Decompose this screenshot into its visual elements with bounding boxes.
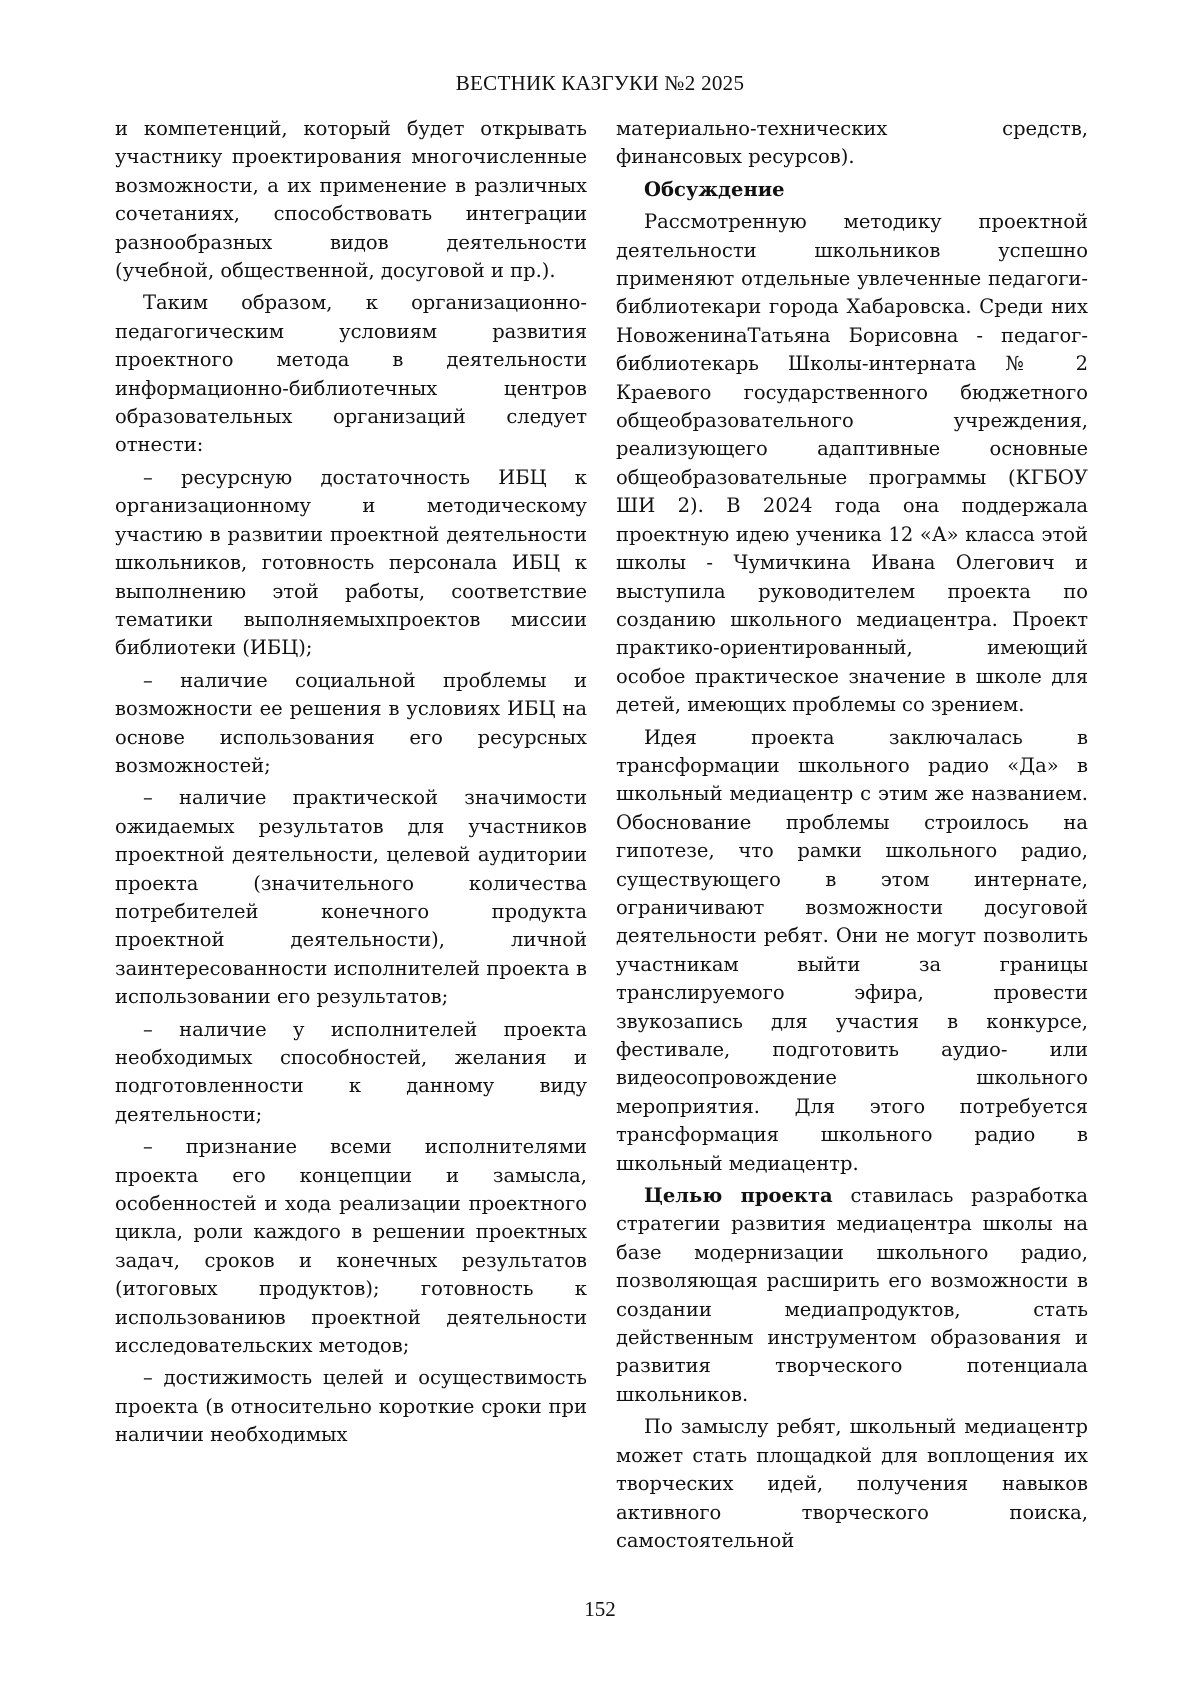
list-item: – признание всеми исполнителями проекта его концепции и замысла, особенностей и хода реализации проектного цикла, роли каждого в решении проектных задач, сроков и конечных результатов (итоговых продуктов); готовность к использованиюв проектной деятельности исследовательских методов;	[115, 1135, 587, 1358]
left-column	[115, 115, 587, 1454]
paragraph: Таким образом, к организационно-педагогическим условиям развития проектного метода в деятельности информационно-библиотечных центров образовательных организаций следует отнести:	[115, 291, 587, 457]
journal-header: ВЕСТНИК КАЗГУКИ №2 2025	[455, 71, 745, 95]
list-item: – наличие у исполнителей проекта необходимых способностей, желания и подготовленности к данному виду деятельности;	[115, 1017, 587, 1126]
right-column	[616, 115, 1088, 1559]
list-item: – наличие практической значимости ожидаемых результатов для участников проектной деятельности, целевой аудитории проекта (значительного количества потребителей конечного продукта проектной деятельности), личной заинтересованности исполнителей проекта в использовании его результатов;	[115, 786, 587, 1009]
paragraph: Идея проекта заключалась в трансформации школьного радио «Да» в школьный медиацентр с этим же названием. Обоснование проблемы строилось на гипотезе, что рамки школьного радио, существующего в этом интернате, ограничивают возможности досуговой деятельности ребят. Они не могут позволить участникам выйти за границы транслируемого эфира, провести звукозапись для участия в конкурсе, фестивале, подготовить аудио- или видеосопровождение школьного мероприятия. Для этого потребуется трансформация школьного радио в школьный медиацентр.	[616, 725, 1088, 1175]
paragraph: и компетенций, который будет открывать участнику проектирования многочисленные возможности, а их применение в различных сочетаниях, способствовать интеграции разнообразных видов деятельности (учебной, общественной, досуговой и пр.).	[115, 117, 587, 283]
paragraph: Рассмотренную методику проектной деятельности школьников успешно применяют отдельные увлеченные педагоги-библиотекари города Хабаровска. Среди них НовоженинаТатьяна Борисовна - педагог-библиотекарь Школы-интерната № 2 Краевого государственного бюджетного общеобразовательного учреждения, реализующего адаптивные основные общеобразовательные программы (КГБОУ ШИ 2). В 2024 года она поддержала проектную идею ученика 12 «А» класса этой школы - Чумичкина Ивана Олегович и выступила руководителем проекта по созданию школьного медиацентра. Проект практико-ориентированный, имеющий особое практическое значение в школе для детей, имеющих проблемы со зрением.	[616, 210, 1088, 717]
list-item: – ресурсную достаточность ИБЦ к организационному и методическому участию в развитии проектной деятельности школьников, готовность персонала ИБЦ к выполнению этой работы, соответствие тематики выполняемыхпроектов миссии библиотеки (ИБЦ);	[115, 465, 587, 660]
list-item: – достижимость целей и осуществимость проекта (в относительно короткие сроки при наличии необходимых	[115, 1366, 587, 1447]
page-number: 152	[584, 1597, 616, 1621]
section-heading: Обсуждение	[644, 177, 785, 201]
paragraph: По замыслу ребят, школьный медиацентр может стать площадкой для воплощения их творческих идей, получения навыков активного творческого поиска, самостоятельной	[616, 1415, 1088, 1552]
paragraph: материально-технических средств, финансовых ресурсов).	[616, 117, 1088, 169]
paragraph-text: ставилась разработка стратегии развития медиацентра школы на базе модернизации школьного радио, позволяющая расширить его возможности в создании медиапродуктов, стать действенным инструментом образования и развития творческого потенциала школьников.	[616, 1184, 1088, 1406]
list-item: – наличие социальной проблемы и возможности ее решения в условиях ИБЦ на основе использования его ресурсных возможностей;	[115, 668, 587, 777]
paragraph	[616, 1182, 1088, 1409]
bold-lead: Целью проекта	[644, 1184, 833, 1208]
